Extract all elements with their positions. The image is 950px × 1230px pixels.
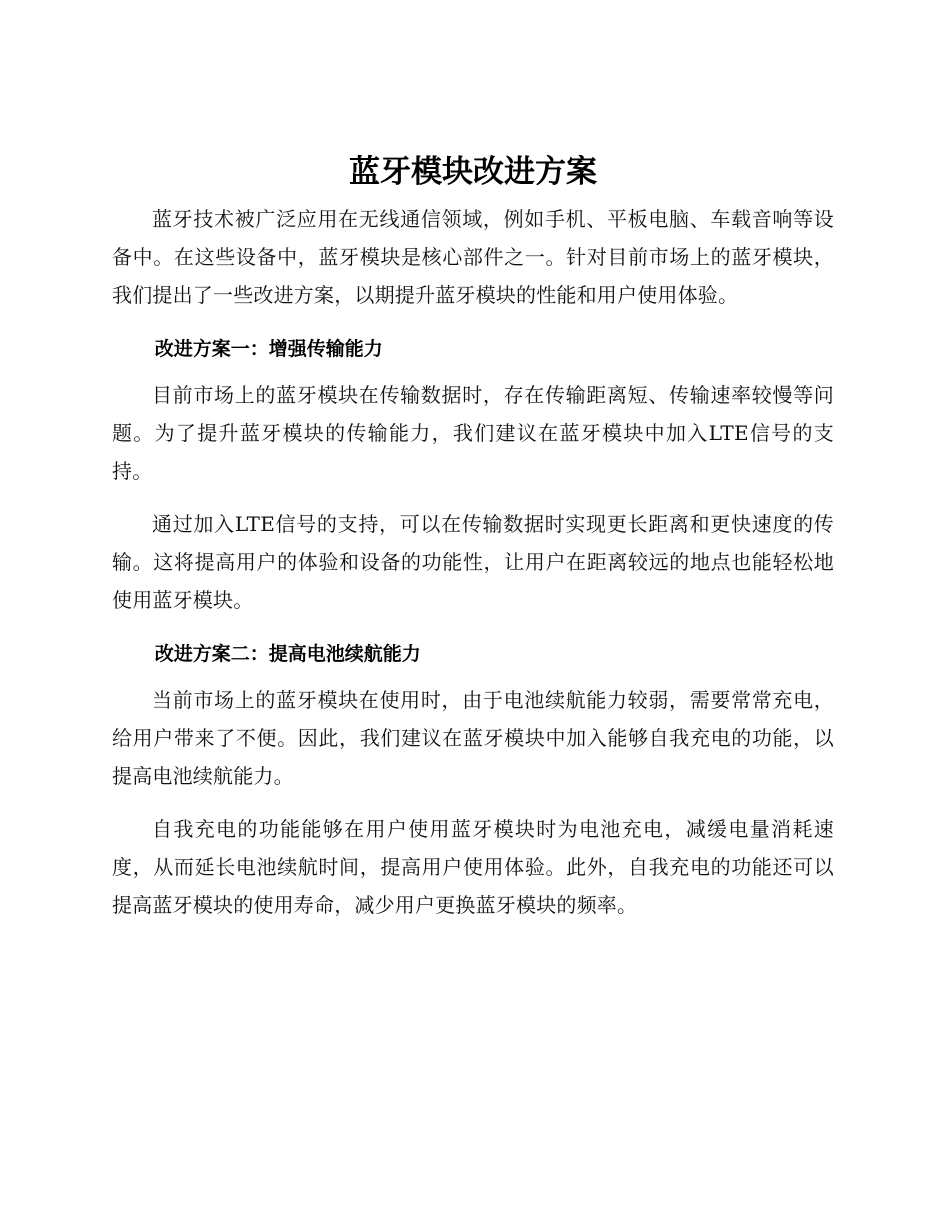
document-title: 蓝牙模块改进方案: [349, 154, 597, 190]
section-1: [112, 334, 834, 619]
section-heading: 改进方案一：增强传输能力: [154, 338, 383, 360]
intro-paragraph: 蓝牙技术被广泛应用在无线通信领域，例如手机、平板电脑、车载音响等设备中。在这些设备中，蓝牙模块是核心部件之一。针对目前市场上的蓝牙模块，我们提出了一些改进方案，以期提升蓝牙模块的性能和用户使用体验。: [112, 207, 834, 307]
section-heading: 改进方案二：提高电池续航能力: [154, 643, 421, 665]
section-paragraph: 自我充电的功能能够在用户使用蓝牙模块时为电池充电，减缓电量消耗速度，从而延长电池续航时间，提高用户使用体验。此外，自我充电的功能还可以提高蓝牙模块的使用寿命，减少用户更换蓝牙模块的频率。: [112, 817, 834, 917]
document-body: [112, 150, 834, 924]
section-paragraph: 目前市场上的蓝牙模块在传输数据时，存在传输距离短、传输速率较慢等问题。为了提升蓝牙模块的传输能力，我们建议在蓝牙模块中加入LTE信号的支持。: [112, 383, 834, 483]
section-paragraph: 当前市场上的蓝牙模块在使用时，由于电池续航能力较弱，需要常常充电，给用户带来了不便。因此，我们建议在蓝牙模块中加入能够自我充电的功能，以提高电池续航能力。: [112, 688, 834, 788]
section-paragraph: 通过加入LTE信号的支持，可以在传输数据时实现更长距离和更快速度的传输。这将提高用户的体验和设备的功能性，让用户在距离较远的地点也能轻松地使用蓝牙模块。: [112, 512, 834, 612]
section-2: [112, 639, 834, 924]
